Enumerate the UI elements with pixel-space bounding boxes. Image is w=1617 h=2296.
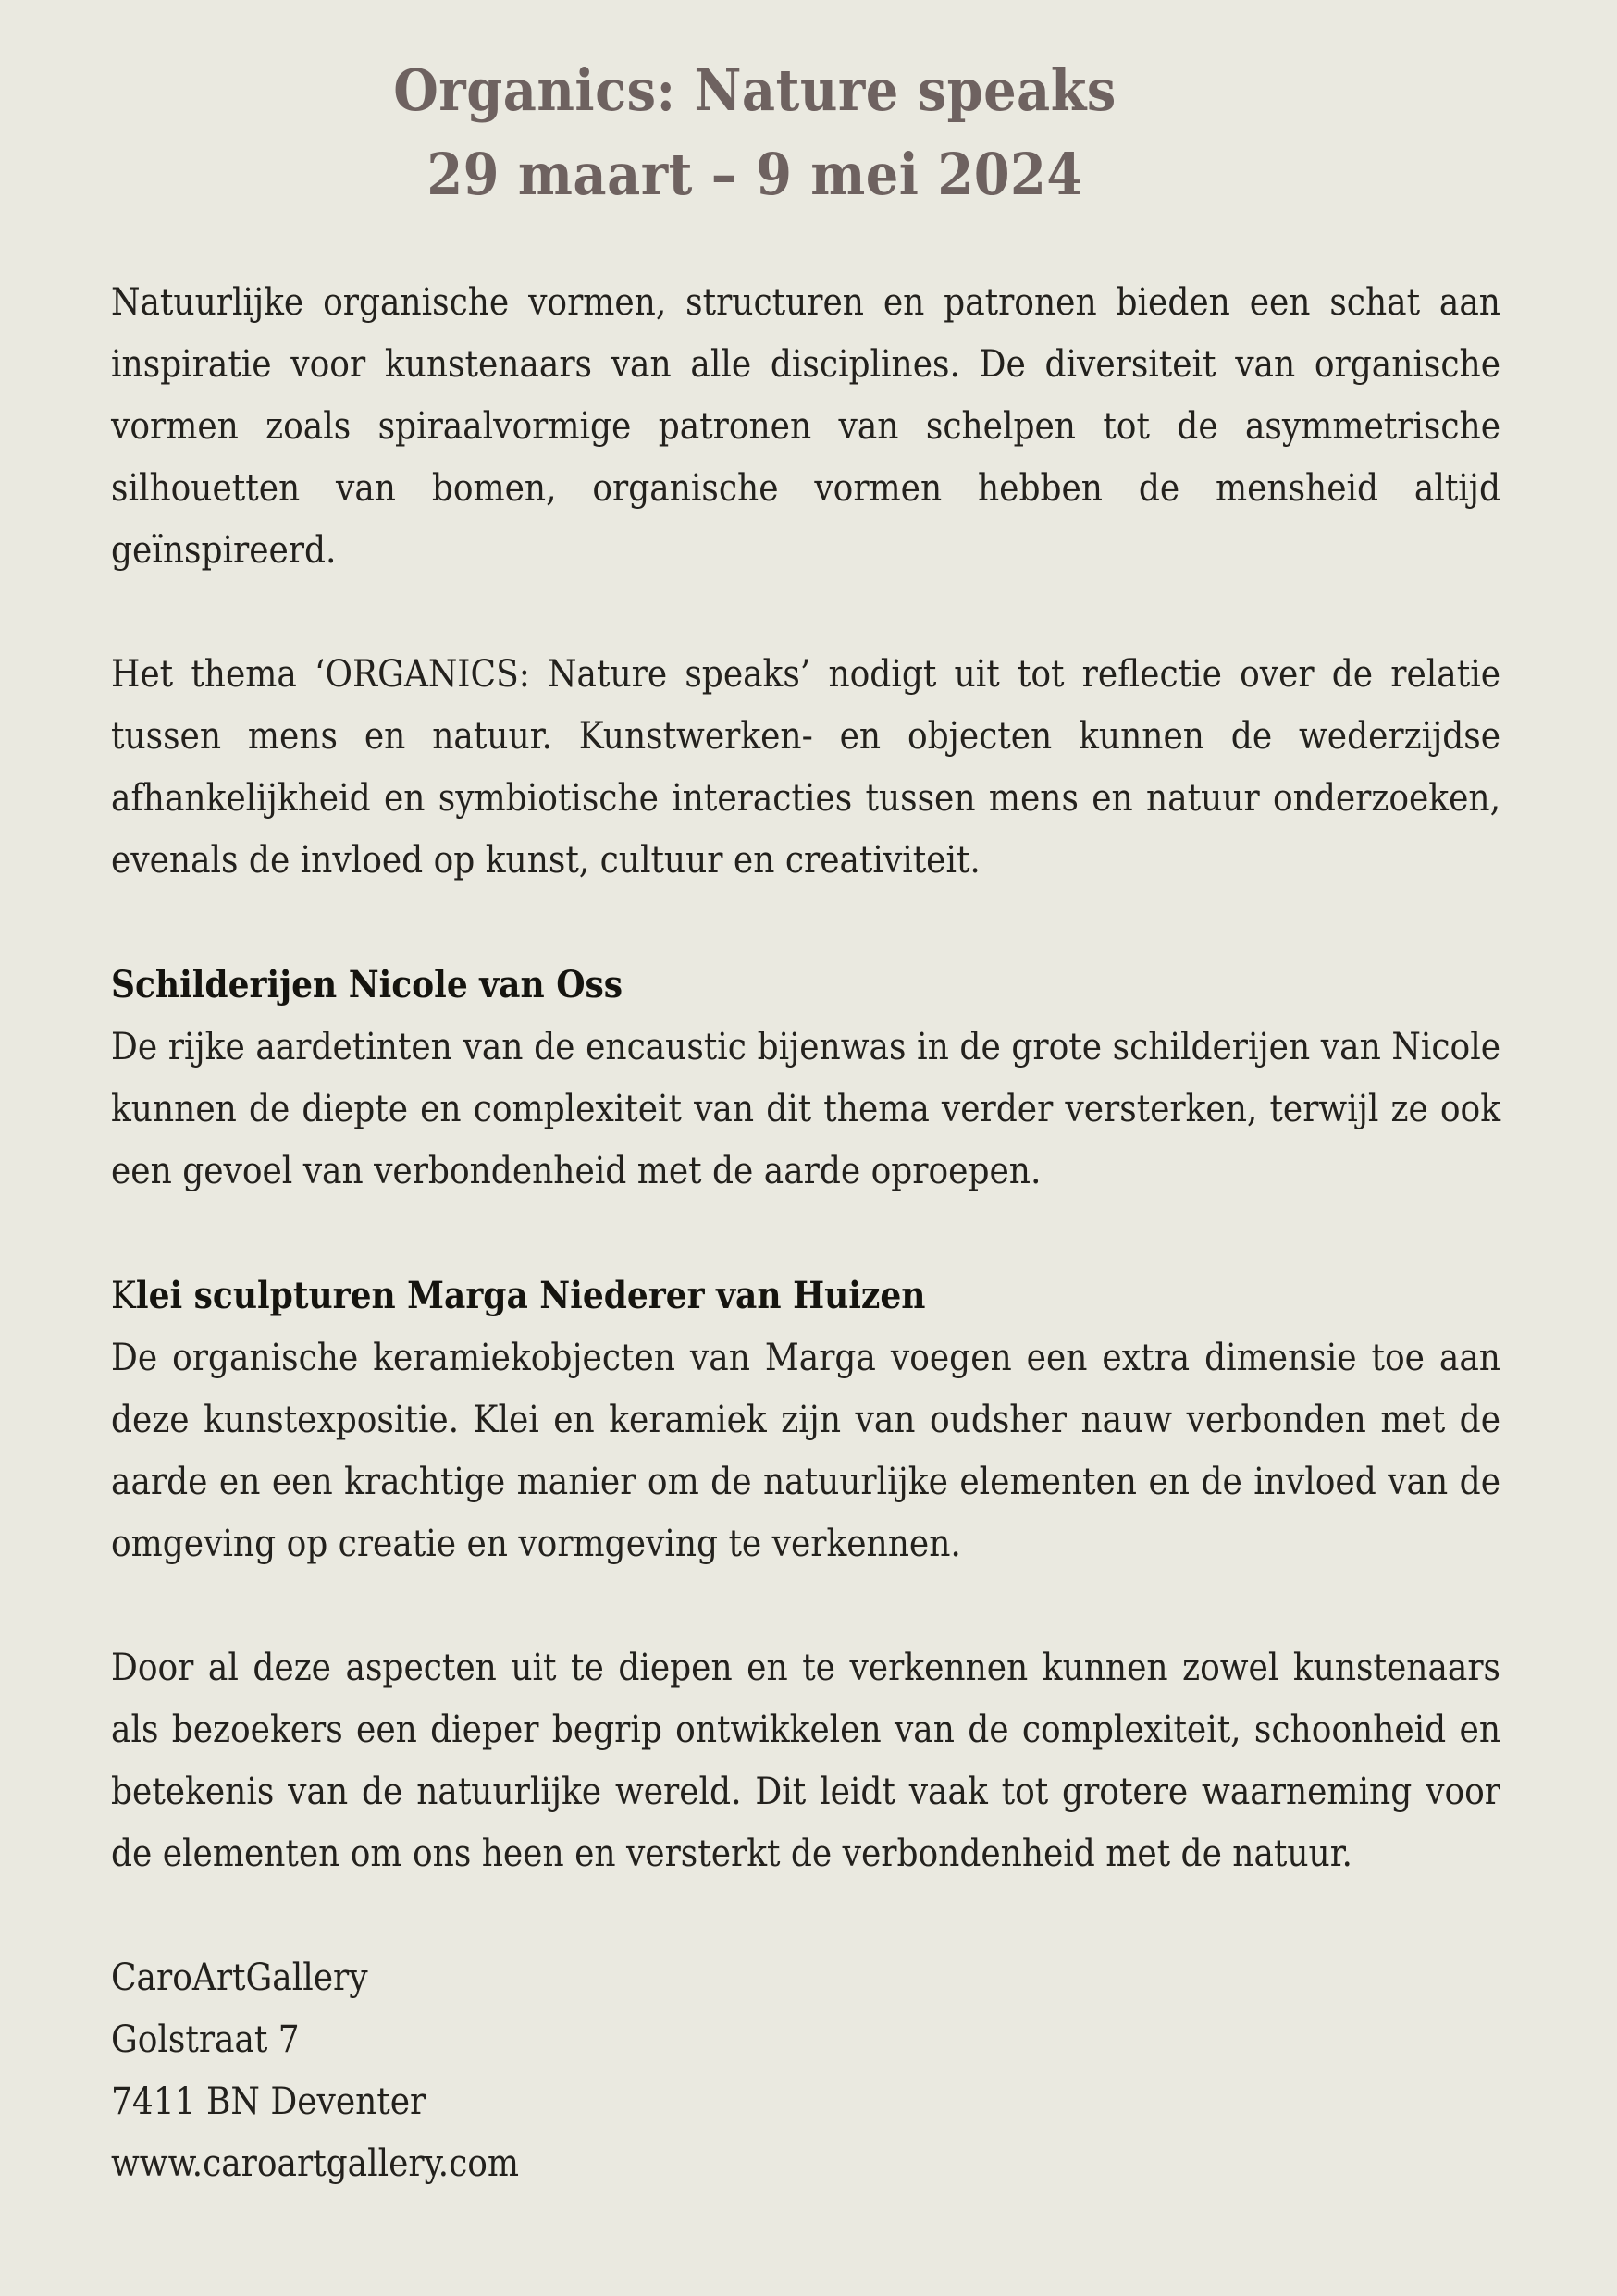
section-heading-text: lei sculpturen Marga Niederer van Huizen <box>135 1274 926 1317</box>
gallery-street: Golstraat 7 <box>111 2018 300 2061</box>
gallery-name: CaroArtGallery <box>111 1957 368 1999</box>
gallery-postal-city: 7411 BN Deventer <box>111 2080 426 2123</box>
section-klei-sculpturen-marga <box>111 1265 1500 1575</box>
gallery-contact-info <box>111 1947 1500 2195</box>
document-body <box>111 272 1500 1885</box>
document-header <box>111 48 1399 216</box>
section-schilderijen-nicole-van-oss <box>111 954 1500 1203</box>
closing-paragraph: Door al deze aspecten uit te diepen en te verkennen kunnen zowel kunstenaars als bezoekers een dieper begrip ontwikkelen van de complexiteit, schoonheid en betekenis van de natuurlijke wereld. Dit leidt vaak tot grotere waarneming voor de elementen om ons heen en versterkt de verbondenheid met de natuur. <box>111 1647 1500 1875</box>
section-heading-prefix: K <box>111 1275 136 1317</box>
intro-paragraph-2: Het thema ‘ORGANICS: Nature speaks’ nodigt uit tot reflectie over de relatie tussen mens en natuur. Kunstwerken- en objecten kunnen de wederzijdse afhankelijkheid en symbiotische interacties tussen mens en natuur onderzoeken, evenals de invloed op kunst, cultuur en creativiteit. <box>111 653 1500 882</box>
section-heading-schilderijen <box>111 954 1500 1017</box>
section-paragraph-schilderijen: De rijke aardetinten van de encaustic bijenwas in de grote schilderijen van Nicole kunnen de diepte en complexiteit van dit thema verder versterken, terwijl ze ook een gevoel van verbondenheid met de aarde oproepen. <box>111 1026 1500 1192</box>
section-paragraph-klei-sculpturen: De organische keramiekobjecten van Marga voegen een extra dimensie toe aan deze kunstexpositie. Klei en keramiek zijn van oudsher nauw verbonden met de aarde en een krachtige manier om de natuurlijke elementen en de invloed van de omgeving op creatie en vormgeving te verkennen. <box>111 1337 1500 1565</box>
exhibition-date-range: 29 maart – 9 mei 2024 <box>426 141 1083 208</box>
gallery-website: www.caroartgallery.com <box>111 2142 520 2185</box>
exhibition-title: Organics: Nature speaks <box>393 56 1117 124</box>
intro-paragraph-1: Natuurlijke organische vormen, structuren en patronen bieden een schat aan inspiratie voor kunstenaars van alle disciplines. De diversiteit van organische vormen zoals spiraalvormige patronen van schelpen tot de asymmetrische silhouetten van bomen, organische vormen hebben de mensheid altijd geïnspireerd. <box>111 281 1500 572</box>
section-heading-text: Schilderijen Nicole van Oss <box>111 963 623 1006</box>
section-heading-klei-sculpturen <box>111 1265 1500 1327</box>
